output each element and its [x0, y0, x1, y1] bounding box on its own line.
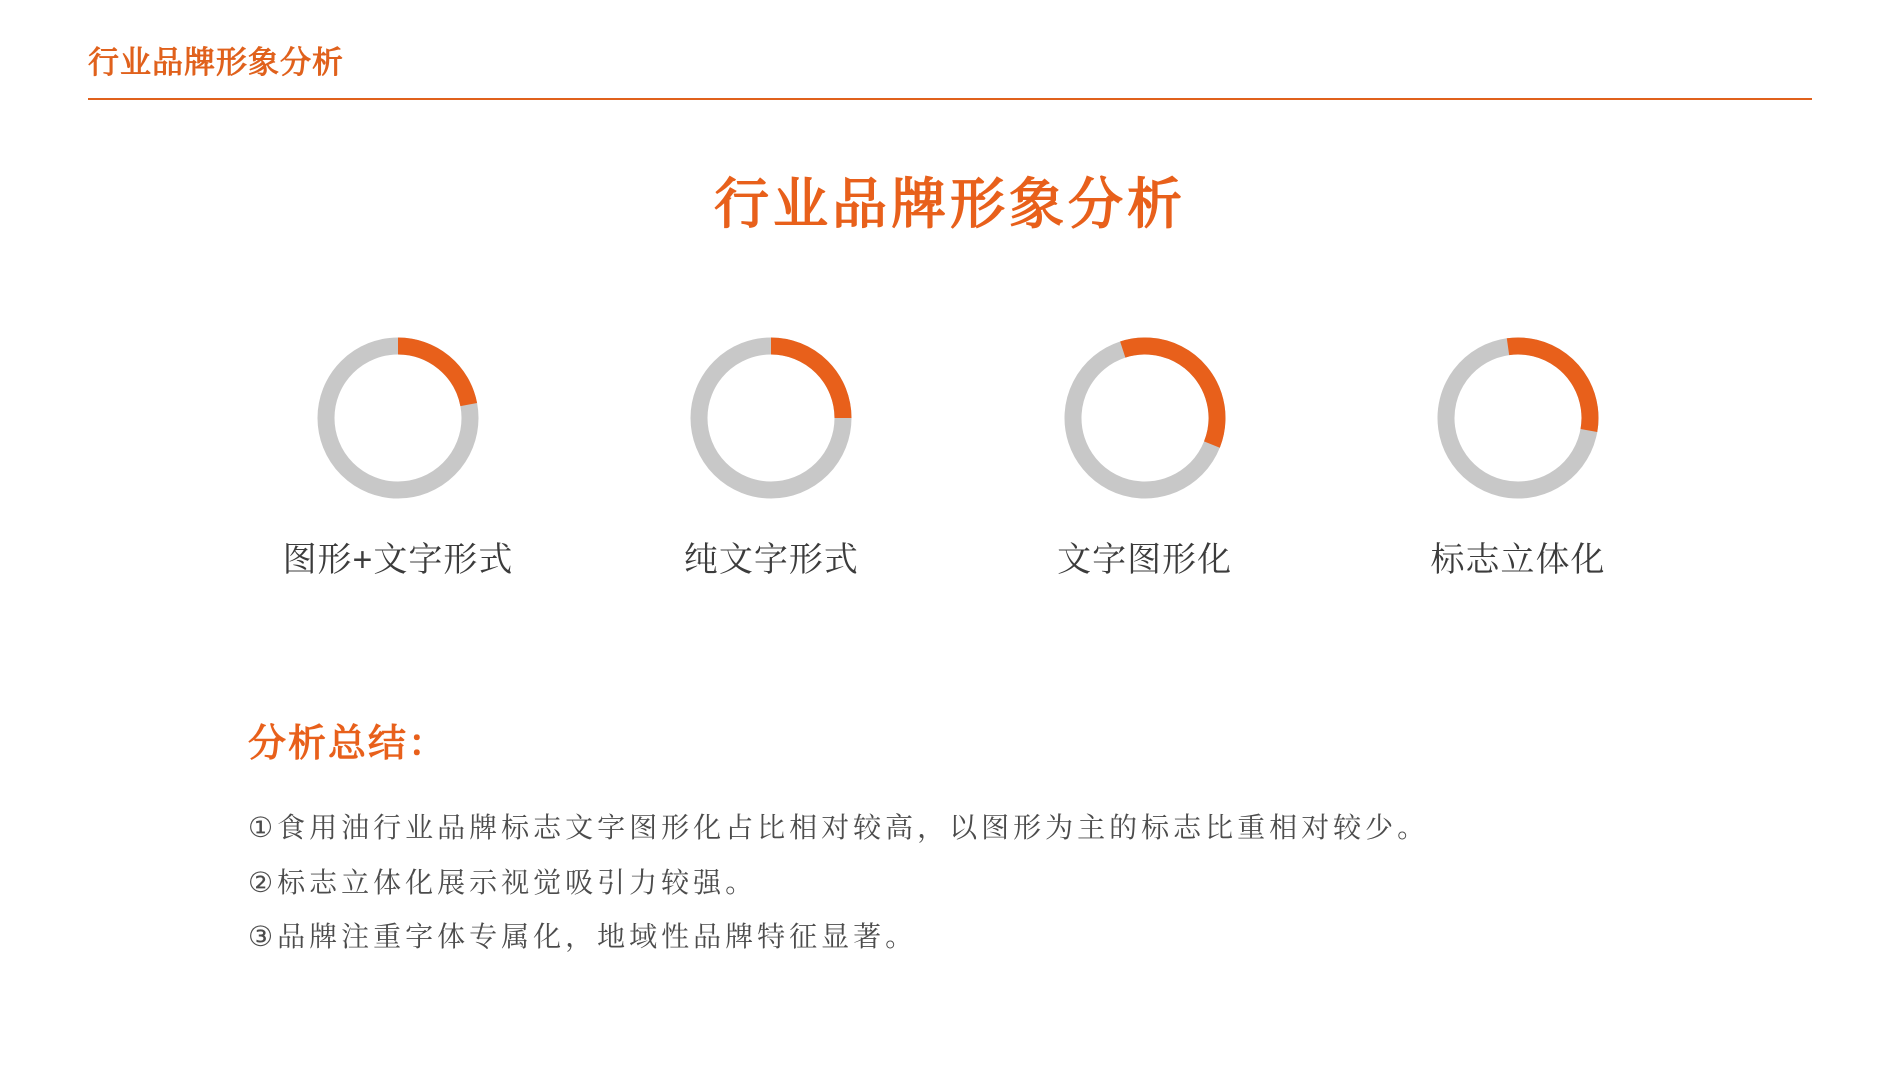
donut-chart — [1430, 330, 1606, 506]
donut-chart-item — [995, 330, 1295, 581]
header-divider — [88, 98, 1812, 100]
donut-chart-label: 纯文字形式 — [683, 541, 859, 579]
donut-chart-label: 标志立体化 — [1430, 541, 1606, 579]
analysis-summary — [248, 712, 1748, 965]
donut-chart-label: 文字图形化 — [1057, 541, 1233, 579]
summary-line: ①食用油行业品牌标志文字图形化占比相对较高，以图形为主的标志比重相对较少。 — [248, 812, 1430, 843]
summary-title: 分析总结： — [248, 723, 449, 765]
page-header — [88, 44, 1812, 100]
donut-chart-label: 图形+文字形式 — [282, 541, 514, 579]
header-title: 行业品牌形象分析 — [88, 45, 344, 80]
summary-line: ③品牌注重字体专属化，地域性品牌特征显著。 — [248, 921, 918, 953]
donut-chart-row — [248, 330, 1668, 581]
donut-chart — [310, 330, 486, 506]
donut-chart — [1057, 330, 1233, 506]
donut-chart-item — [248, 330, 548, 581]
summary-line: ②标志立体化展示视觉吸引力较强。 — [248, 866, 758, 898]
page-title: 行业品牌形象分析 — [713, 173, 1186, 235]
donut-chart-item — [621, 330, 921, 581]
donut-chart-item — [1368, 330, 1668, 581]
donut-chart — [683, 330, 859, 506]
